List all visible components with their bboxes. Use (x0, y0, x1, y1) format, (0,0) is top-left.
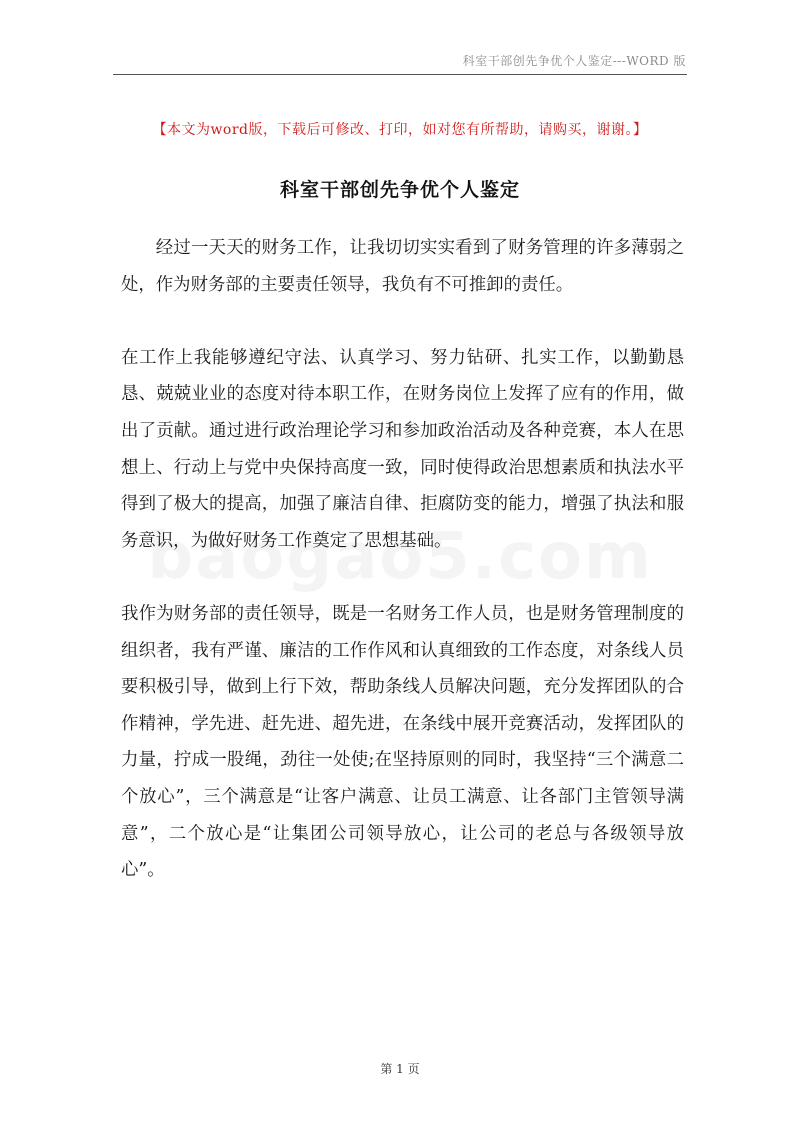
paragraph-3: 我作为财务部的责任领导，既是一名财务工作人员，也是财务管理制度的组织者，我有严谨、廉洁的工作作风和认真细致的工作态度，对条线人员要积极引导，做到上行下效，帮助条线人员解决问题，充分发挥团队的合作精神，学先进、赶先进、超先进，在条线中展开竞赛活动，发挥团队的力量，拧成一股绳，劲往一处使;在坚持原则的同时，我坚持“三个满意二个放心”，三个满意是“让客户满意、让员工满意、让各部门主管领导满意”，二个放心是“让集团公司领导放心，让公司的老总与各级领导放心”。 (121, 603, 684, 881)
document-title: 科室干部创先争优个人鉴定 (279, 179, 520, 201)
paragraph-1: 经过一天天的财务工作，让我切切实实看到了财务管理的许多薄弱之处，作为财务部的主要责任领导，我负有不可推卸的责任。 (121, 238, 684, 295)
paragraph-spacer (121, 303, 684, 340)
paragraph-spacer (121, 559, 684, 596)
paragraph-2: 在工作上我能够遵纪守法、认真学习、努力钻研、扎实工作，以勤勤恳恳、兢兢业业的态度对待本职工作，在财务岗位上发挥了应有的作用，做出了贡献。通过进行政治理论学习和参加政治活动及各种竞赛，本人在思想上、行动上与党中央保持高度一致，同时使得政治思想素质和执法水平得到了极大的提高，加强了廉洁自律、拒腐防变的能力，增强了执法和服务意识，为做好财务工作奠定了思想基础。 (121, 347, 684, 551)
document-body (121, 230, 684, 889)
running-header: 科室干部创先争优个人鉴定---WORD 版 (462, 54, 686, 68)
download-notice: 【本文为word版，下载后可修改、打印，如对您有所帮助，请购买，谢谢。】 (152, 122, 648, 138)
page-number: 第 1 页 (380, 1062, 420, 1076)
header-divider (113, 74, 687, 75)
